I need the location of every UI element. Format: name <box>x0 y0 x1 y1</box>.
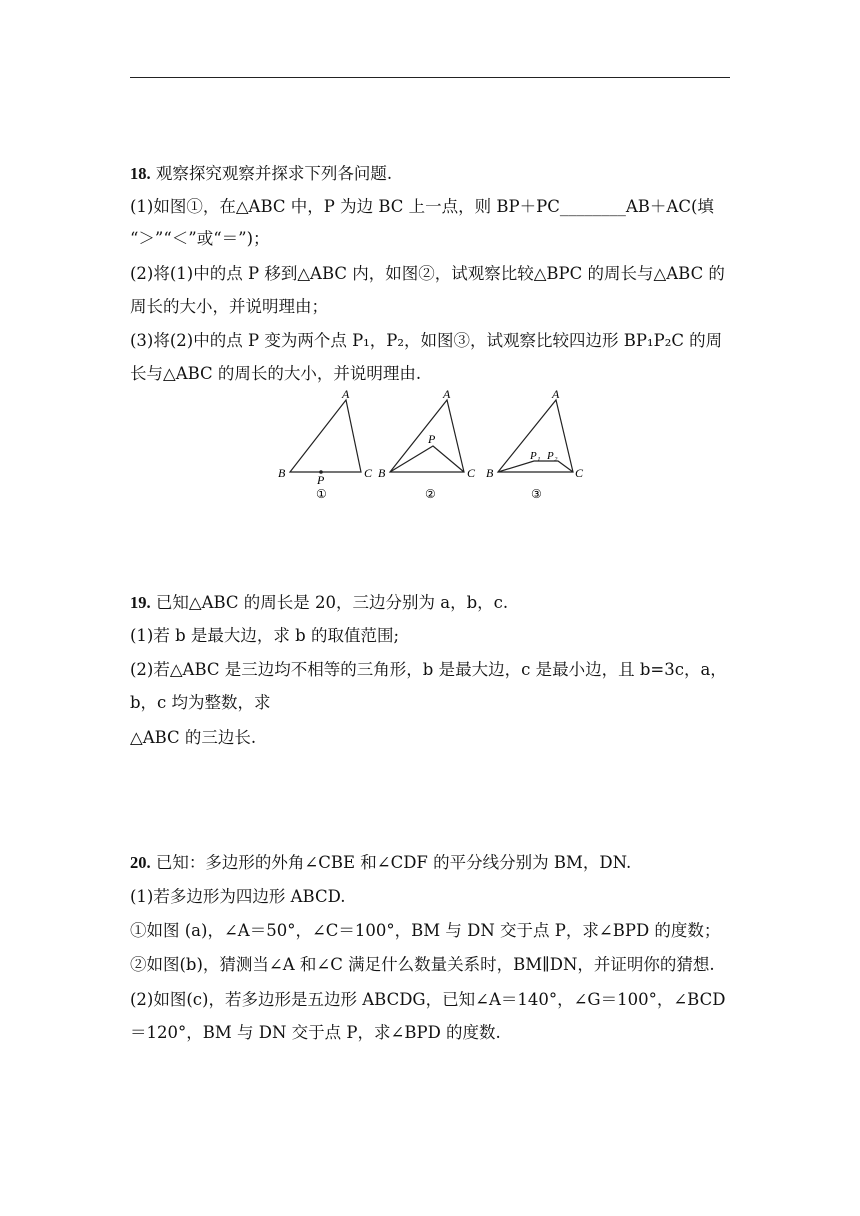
fig2-label-P: P <box>428 432 436 446</box>
q19-line-3: (2)若△ABC 是三边均不相等的三角形，b 是最大边，c 是最小边，且 b=3c，a， <box>130 660 727 679</box>
q18-heading <box>130 163 392 185</box>
q18-line-6: 长与△ABC 的周长的大小，并说明理由. <box>130 364 422 383</box>
fig3-caption: ③ <box>531 487 542 501</box>
figure-3 <box>486 387 584 501</box>
q20-line-1: 已知：多边形的外角∠CBE 和∠CDF 的平分线分别为 BM，DN. <box>155 853 632 872</box>
q20-line-5: (2)如图(c)，若多边形是五边形 ABCDG，已知∠A＝140°，∠G＝100°，∠BCD <box>130 990 726 1009</box>
fig2-label-A: A <box>443 387 451 401</box>
fig1-label-B: B <box>278 466 286 480</box>
fig2-label-B: B <box>378 466 386 480</box>
fig3-label-C: C <box>575 466 584 480</box>
figure-1 <box>278 387 373 501</box>
fig3-label-B: B <box>486 466 494 480</box>
q19-heading <box>130 592 508 614</box>
q20-line-6: ＝120°，BM 与 DN 交于点 P，求∠BPD 的度数. <box>130 1023 501 1042</box>
q20-line-2: (1)若多边形为四边形 ABCD. <box>130 887 346 906</box>
fig3-label-P2: P₂ <box>547 450 558 462</box>
q20-line-4: ②如图(b)，猜测当∠A 和∠C 满足什么数量关系时，BM∥DN，并证明你的猜想. <box>130 955 715 974</box>
q18-title: 观察探究观察并探求下列各问题. <box>155 164 393 183</box>
fig3-label-P1: P₁ <box>530 450 541 462</box>
q20-heading <box>130 852 631 874</box>
q18-number: 18. <box>130 164 151 183</box>
q18-line-5: (3)将(2)中的点 P 变为两个点 P₁，P₂，如图③，试观察比较四边形 BP₁P₂C 的周 <box>130 331 723 350</box>
fig2-label-C: C <box>467 466 476 480</box>
fig3-label-A: A <box>552 387 560 401</box>
fig1-caption: ① <box>316 487 327 501</box>
q19-number: 19. <box>130 593 151 612</box>
q19-line-5: △ABC 的三边长. <box>130 728 257 747</box>
q19-line-4: b，c 均为整数，求 <box>130 693 271 712</box>
fig1-label-C: C <box>364 466 373 480</box>
q18-line-4: 周长的大小，并说明理由； <box>130 297 328 316</box>
fig1-label-P: P <box>317 473 325 487</box>
q18-line-3: (2)将(1)中的点 P 移到△ABC 内，如图②，试观察比较△BPC 的周长与△ABC 的 <box>130 264 725 283</box>
q18-line-1: (1)如图①，在△ABC 中，P 为边 BC 上一点，则 BP＋PC________AB＋AC(填 <box>130 197 714 216</box>
fig1-label-A: A <box>342 387 350 401</box>
q20-line-3: ①如图 (a)，∠A＝50°，∠C＝100°，BM 与 DN 交于点 P，求∠BPD 的度数； <box>130 921 721 940</box>
q18-line-2: “＞”“＜”或“＝”)； <box>130 229 270 248</box>
fig2-caption: ② <box>425 487 436 501</box>
q19-line-1: 已知△ABC 的周长是 20，三边分别为 a，b，c. <box>155 593 509 612</box>
figure-2 <box>378 387 476 501</box>
q19-line-2: (1)若 b 是最大边，求 b 的取值范围; <box>130 626 400 645</box>
triangle-figures <box>268 386 598 506</box>
header-rule <box>130 77 730 78</box>
q20-number: 20. <box>130 853 151 872</box>
